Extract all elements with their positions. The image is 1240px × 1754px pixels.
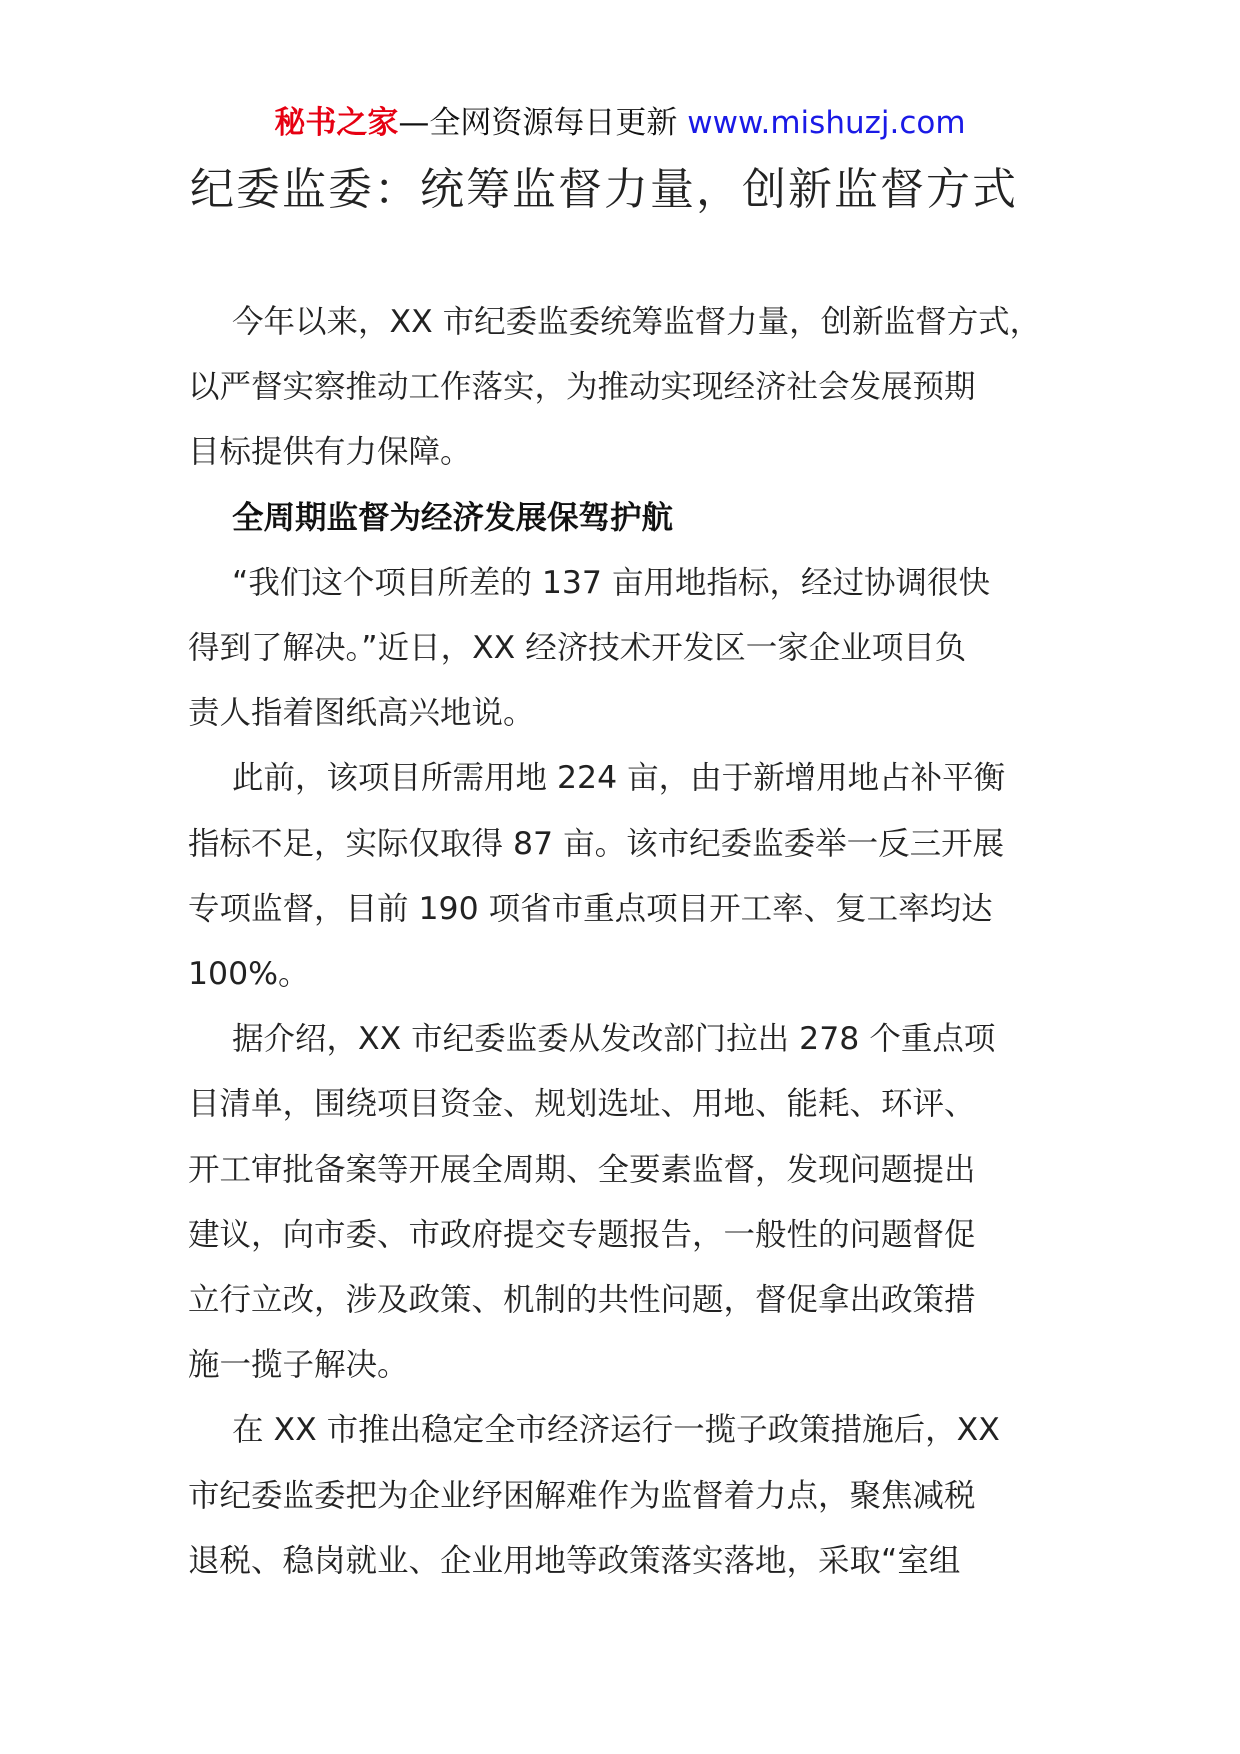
text-line: 开工审批备案等开展全周期、全要素监督，发现问题提出 (188, 1151, 976, 1188)
site-header (0, 100, 1240, 146)
text-line: 此前，该项目所需用地 224 亩，由于新增用地占补平衡 (232, 760, 1006, 797)
text-line: 今年以来，XX 市纪委监委统筹监督力量，创新监督方式， (232, 304, 1042, 340)
text-line: 目清单，围绕项目资金、规划选址、用地、能耗、环评、 (188, 1086, 976, 1123)
document-body (188, 290, 1088, 1594)
text-line: 专项监督，目前 190 项省市重点项目开工率、复工率均达 (188, 890, 993, 927)
paragraph-introduction (188, 1007, 1088, 1398)
text-line: 在 XX 市推出稳定全市经济运行一揽子政策措施后，XX (232, 1412, 1000, 1449)
paragraph-policy (188, 1398, 1088, 1594)
text-line: 100%。 (188, 956, 310, 993)
heading-text: 全周期监督为经济发展保驾护航 (232, 499, 674, 536)
text-line: 市纪委监委把为企业纾困解难作为监督着力点，聚焦减税 (188, 1477, 976, 1514)
text-line: 据介绍，XX 市纪委监委从发改部门拉出 278 个重点项 (232, 1021, 996, 1058)
header-slogan: —全网资源每日更新 (398, 105, 688, 141)
text-line: 以严督实察推动工作落实，为推动实现经济社会发展预期 (188, 369, 976, 406)
text-line: “我们这个项目所差的 137 亩用地指标，经过协调很快 (232, 564, 990, 601)
text-line: 得到了解决。”近日，XX 经济技术开发区一家企业项目负 (188, 630, 967, 667)
site-url: www.mishuzj.com (687, 105, 966, 141)
text-line: 退税、稳岗就业、企业用地等政策落实落地，采取“室组 (188, 1542, 961, 1579)
paragraph-quote (188, 551, 1088, 747)
text-line: 指标不足，实际仅取得 87 亩。该市纪委监委举一反三开展 (188, 825, 1005, 862)
text-line: 立行立改，涉及政策、机制的共性问题，督促拿出政策措 (188, 1282, 976, 1319)
text-line: 责人指着图纸高兴地说。 (188, 695, 535, 732)
text-line: 目标提供有力保障。 (188, 434, 472, 471)
brand-name: 秘书之家 (274, 105, 399, 141)
document-title: 纪委监委：统筹监督力量，创新监督方式 (190, 164, 1018, 215)
text-line: 施一揽子解决。 (188, 1347, 409, 1384)
text-line: 建议，向市委、市政府提交专题报告，一般性的问题督促 (188, 1216, 976, 1253)
paragraph-intro (188, 290, 1088, 486)
paragraph-background (188, 746, 1088, 1007)
section-heading (188, 486, 1088, 551)
